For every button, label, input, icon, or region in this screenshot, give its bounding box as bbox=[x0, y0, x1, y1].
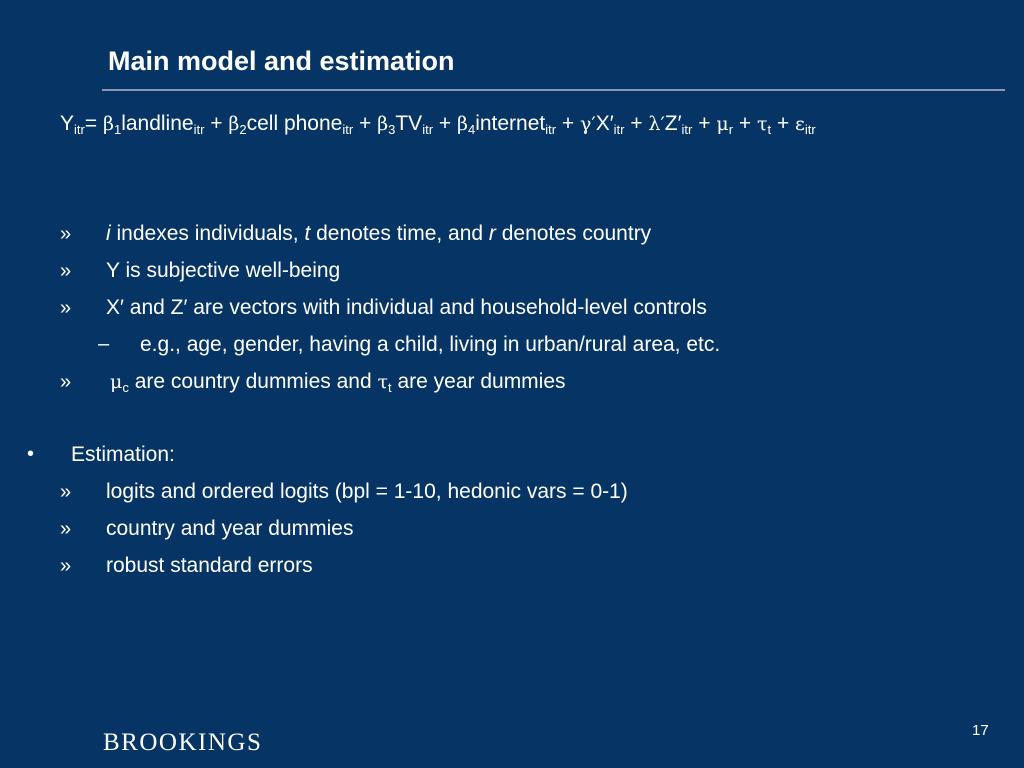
eq-beta4: β bbox=[456, 113, 468, 135]
page-number: 17 bbox=[972, 722, 989, 739]
eq-plus: + bbox=[204, 112, 229, 135]
eq-plus: + bbox=[624, 112, 649, 135]
eq-x-sub: itr bbox=[613, 122, 625, 137]
eq-plus: + bbox=[353, 112, 378, 135]
raquo-marker: » bbox=[60, 518, 72, 540]
bullet-y-text: Y is subjective well-being bbox=[106, 259, 341, 282]
var-t: t bbox=[304, 222, 311, 245]
eq-plus: + bbox=[556, 112, 581, 135]
eq-var-landline-sub: itr bbox=[193, 122, 205, 137]
brookings-logo: BROOKINGS bbox=[103, 729, 263, 756]
model-equation bbox=[60, 112, 1010, 136]
eq-lhs: Y bbox=[60, 112, 75, 135]
raquo-marker: » bbox=[60, 260, 72, 282]
eq-beta1: β bbox=[102, 113, 114, 135]
bullet-indexes-text bbox=[106, 222, 651, 246]
bullet-indexes-part1: indexes individuals, bbox=[110, 222, 305, 245]
eq-var-landline: landline bbox=[121, 112, 194, 135]
eq-var-cellphone-sub: itr bbox=[342, 122, 354, 137]
eq-var-tv: TV bbox=[395, 112, 423, 135]
eq-lambda: λ′ bbox=[648, 113, 665, 135]
eq-beta3-sub: 3 bbox=[388, 122, 396, 137]
subbullet-examples-text: e.g., age, gender, having a child, living in urban/rural area, etc. bbox=[140, 333, 721, 356]
dot-marker: • bbox=[27, 443, 35, 465]
eq-mu-sub: r bbox=[728, 122, 734, 137]
raquo-marker: » bbox=[60, 481, 72, 503]
bullet-dummies-text bbox=[110, 370, 566, 394]
estimation-item-dummies-text: country and year dummies bbox=[106, 517, 354, 540]
eq-lhs-sub: itr bbox=[74, 122, 85, 137]
eq-plus: + bbox=[692, 112, 717, 135]
bullet-estimation-text: Estimation: bbox=[71, 443, 175, 466]
eq-equals: = bbox=[84, 112, 103, 135]
eq-tau-sub: t bbox=[767, 122, 772, 137]
eq-var-internet: internet bbox=[475, 112, 546, 135]
eq-z-sub: itr bbox=[681, 122, 693, 137]
eq-mu: μ bbox=[716, 113, 729, 135]
eq-gamma: γ′ bbox=[580, 113, 596, 135]
eq-plus: + bbox=[771, 112, 796, 135]
mu-sub: c bbox=[122, 380, 129, 395]
eq-beta2: β bbox=[228, 113, 240, 135]
eq-x: X′ bbox=[595, 112, 614, 135]
bullet-xz-text: X′ and Z′ are vectors with individual and household-level controls bbox=[106, 296, 707, 319]
dash-marker: – bbox=[98, 333, 110, 355]
eq-var-internet-sub: itr bbox=[545, 122, 557, 137]
eq-var-tv-sub: itr bbox=[422, 122, 434, 137]
eq-tau: τ bbox=[756, 113, 768, 135]
bullet-dummies-part2: are year dummies bbox=[391, 370, 566, 393]
eq-var-cellphone: cell phone bbox=[246, 112, 343, 135]
greek-tau: τ bbox=[377, 371, 388, 393]
tau-sub: t bbox=[388, 380, 392, 395]
eq-plus: + bbox=[433, 112, 457, 135]
bullet-indexes-part3: denotes country bbox=[495, 222, 652, 245]
raquo-marker: » bbox=[60, 555, 72, 577]
eq-beta4-sub: 4 bbox=[467, 122, 476, 137]
eq-beta1-sub: 1 bbox=[113, 122, 122, 137]
eq-beta3: β bbox=[377, 113, 389, 135]
eq-plus: + bbox=[733, 112, 757, 135]
title-rule bbox=[102, 89, 1005, 91]
eq-beta2-sub: 2 bbox=[239, 122, 247, 137]
estimation-item-errors-text: robust standard errors bbox=[106, 554, 313, 577]
var-r: r bbox=[488, 222, 496, 245]
greek-mu: μ bbox=[110, 371, 123, 393]
eq-epsilon: ε bbox=[795, 113, 805, 135]
slide-title: Main model and estimation bbox=[108, 46, 455, 76]
eq-z: Z′ bbox=[664, 112, 682, 135]
eq-epsilon-sub: itr bbox=[804, 122, 816, 137]
raquo-marker: » bbox=[60, 223, 72, 245]
raquo-marker: » bbox=[60, 297, 72, 319]
raquo-marker: » bbox=[60, 371, 72, 393]
var-i: i bbox=[106, 222, 111, 245]
bullet-dummies-part1: are country dummies and bbox=[128, 370, 378, 393]
bullet-indexes-part2: denotes time, and bbox=[310, 222, 489, 245]
estimation-item-logits-text: logits and ordered logits (bpl = 1-10, hedonic vars = 0-1) bbox=[106, 480, 628, 503]
